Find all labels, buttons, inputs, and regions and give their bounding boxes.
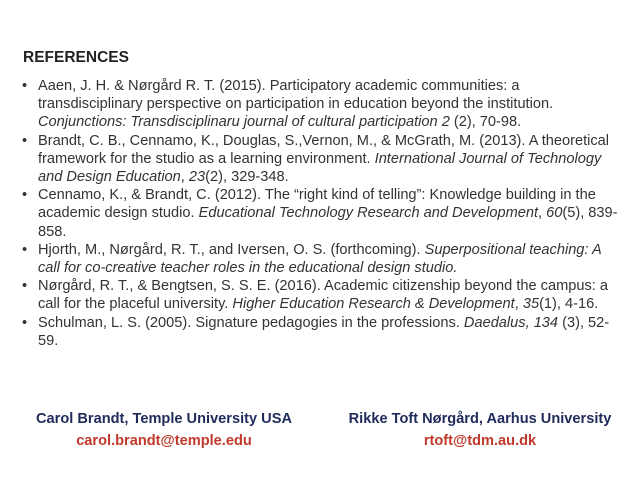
contact-email-link[interactable]: rtoft@tdm.au.dk bbox=[423, 433, 537, 449]
reference-text: Hjorth, M., Nørgård, R. T., and Iversen, O. S. (forthcoming). bbox=[38, 241, 425, 258]
reference-item bbox=[22, 132, 620, 187]
reference-text: Nørgård, R. T., & Bengtsen, S. S. E. (2016). Academic citizenship beyond the campus: a call for the placeful university. bbox=[38, 278, 608, 313]
reference-text: , bbox=[538, 205, 547, 222]
contact-name: Rikke Toft Nørgård, Aarhus University bbox=[348, 411, 612, 427]
reference-italic-text: Educational Technology Research and Development bbox=[198, 205, 539, 222]
reference-text: Schulman, L. S. (2005). Signature pedagogies in the professions. bbox=[38, 314, 464, 331]
reference-text: (1), 4-16. bbox=[539, 296, 599, 313]
reference-italic-text: Higher Education Research & Development bbox=[232, 296, 515, 313]
references-title: REFERENCES bbox=[23, 49, 129, 66]
reference-text: (3), 52-59. bbox=[38, 314, 610, 349]
reference-text: (2), 70-98. bbox=[449, 114, 522, 131]
reference-italic-text: 23 bbox=[188, 169, 206, 186]
reference-list bbox=[22, 77, 620, 350]
reference-text: , bbox=[180, 169, 189, 186]
bullet-icon: • bbox=[22, 187, 28, 204]
contact-right bbox=[330, 408, 630, 452]
contact-left bbox=[14, 408, 314, 452]
reference-italic-text: 35 bbox=[522, 296, 540, 313]
reference-item bbox=[22, 77, 620, 132]
bullet-icon: • bbox=[22, 241, 28, 258]
reference-item bbox=[22, 314, 620, 350]
reference-text: Cennamo, K., & Brandt, C. (2012). The “right kind of telling”: Knowledge building in the academic design studio. bbox=[38, 187, 596, 222]
reference-text: Aaen, J. H. & Nørgård R. T. (2015). Participatory academic communities: a transdisciplinary perspective on participation in education beyond the institution. bbox=[38, 78, 554, 113]
reference-text: (5), 839-858. bbox=[38, 205, 618, 240]
reference-italic-text: Daedalus, 134 bbox=[463, 314, 559, 331]
reference-item bbox=[22, 241, 620, 277]
bullet-icon: • bbox=[22, 278, 28, 295]
reference-text: (2), 329-348. bbox=[205, 169, 289, 186]
reference-italic-text: 60 bbox=[546, 205, 563, 222]
reference-italic-text: Superpositional teaching: A call for co-creative teacher roles in the educational design studio. bbox=[38, 241, 602, 277]
contact-email-link[interactable]: carol.brandt@temple.edu bbox=[76, 433, 252, 449]
reference-italic-text: International Journal of Technology and Design Education bbox=[38, 150, 602, 186]
reference-item bbox=[22, 277, 620, 313]
reference-text: , bbox=[514, 296, 523, 313]
bullet-icon: • bbox=[22, 314, 28, 331]
contact-name: Carol Brandt, Temple University USA bbox=[36, 411, 292, 427]
bullet-icon: • bbox=[22, 132, 28, 149]
bullet-icon: • bbox=[22, 78, 28, 94]
reference-text: Brandt, C. B., Cennamo, K., Douglas, S.,Vernon, M., & McGrath, M. (2013). A theoretical framework for the studio as a learning environment. bbox=[38, 132, 610, 167]
reference-italic-text: Conjunctions: Transdisciplinaru journal of cultural participation 2 bbox=[38, 114, 450, 131]
reference-item bbox=[22, 186, 620, 241]
